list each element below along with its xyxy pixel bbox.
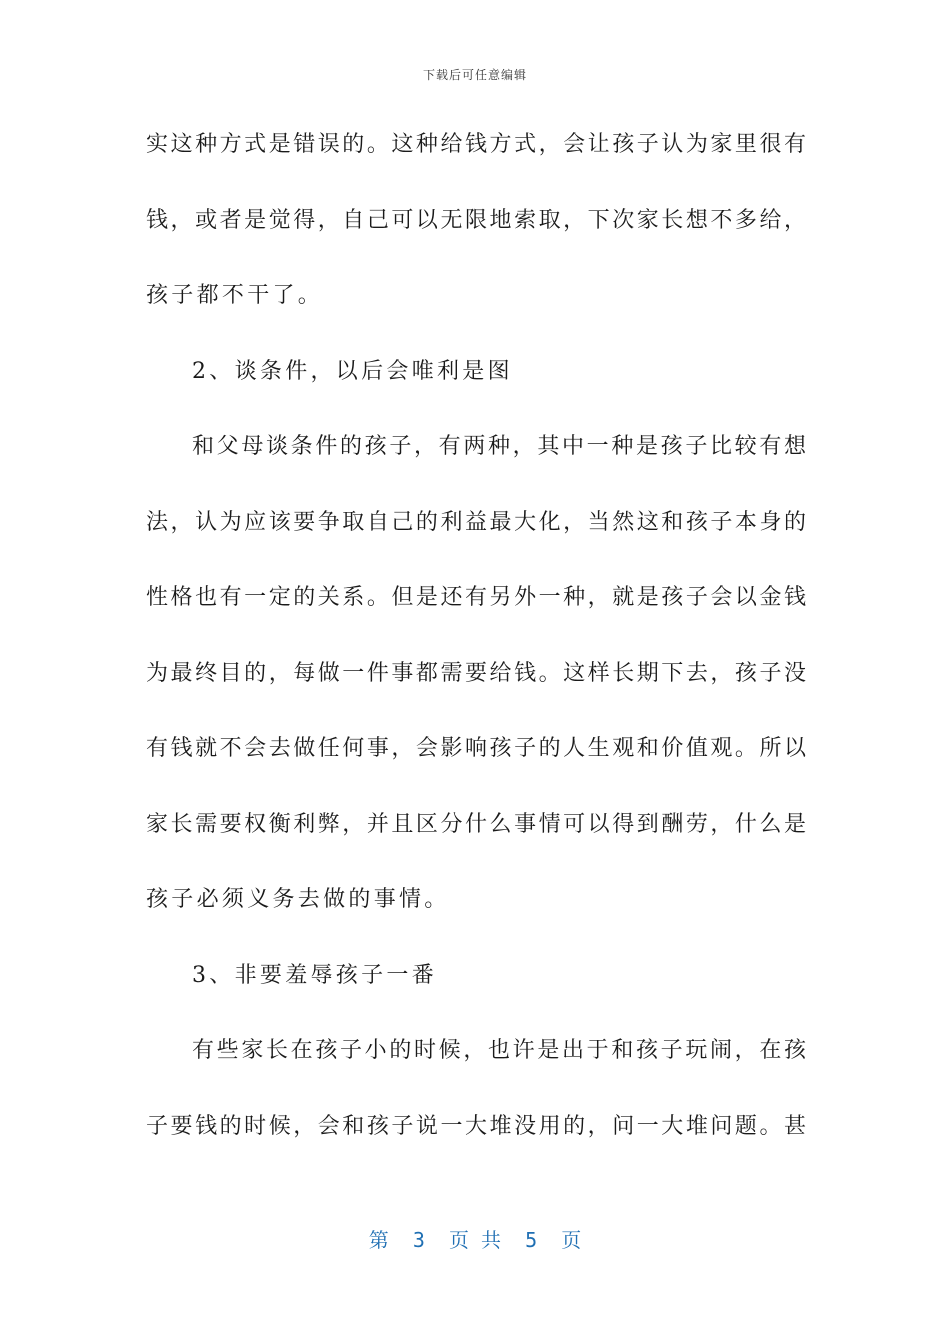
- paragraph-line: 为最终目的，每做一件事都需要给钱。这样长期下去，孩子没: [146, 660, 806, 686]
- document-body: [146, 120, 806, 1177]
- paragraph-line: 钱，或者是觉得，自己可以无限地索取，下次家长想不多给，: [146, 207, 806, 233]
- paragraph-line: 法，认为应该要争取自己的利益最大化，当然这和孩子本身的: [146, 509, 806, 535]
- paragraph-line: 和父母谈条件的孩子，有两种，其中一种是孩子比较有想: [192, 434, 806, 459]
- page-number-footer: 第 3 页 共 5 页: [368, 1228, 582, 1252]
- paragraph-line: 家长需要权衡利弊，并且区分什么事情可以得到酬劳，什么是: [146, 811, 806, 837]
- paragraph-line: 有钱就不会去做任何事，会影响孩子的人生观和价值观。所以: [146, 736, 806, 761]
- paragraph-line: 性格也有一定的关系。但是还有另外一种，就是孩子会以金钱: [146, 585, 806, 610]
- page-header: 下载后可任意编辑: [422, 68, 527, 82]
- section-heading: 2、谈条件，以后会唯利是图: [192, 358, 513, 384]
- paragraph-line: 孩子都不干了。: [146, 283, 324, 308]
- paragraph-line: 子要钱的时候，会和孩子说一大堆没用的，问一大堆问题。甚: [146, 1113, 806, 1139]
- paragraph-line: 实这种方式是错误的。这种给钱方式，会让孩子认为家里很有: [146, 132, 806, 157]
- paragraph-line: 有些家长在孩子小的时候，也许是出于和孩子玩闹，在孩: [192, 1038, 806, 1063]
- paragraph-line: 孩子必须义务去做的事情。: [146, 887, 450, 912]
- section-heading: 3、非要羞辱孩子一番: [192, 962, 437, 988]
